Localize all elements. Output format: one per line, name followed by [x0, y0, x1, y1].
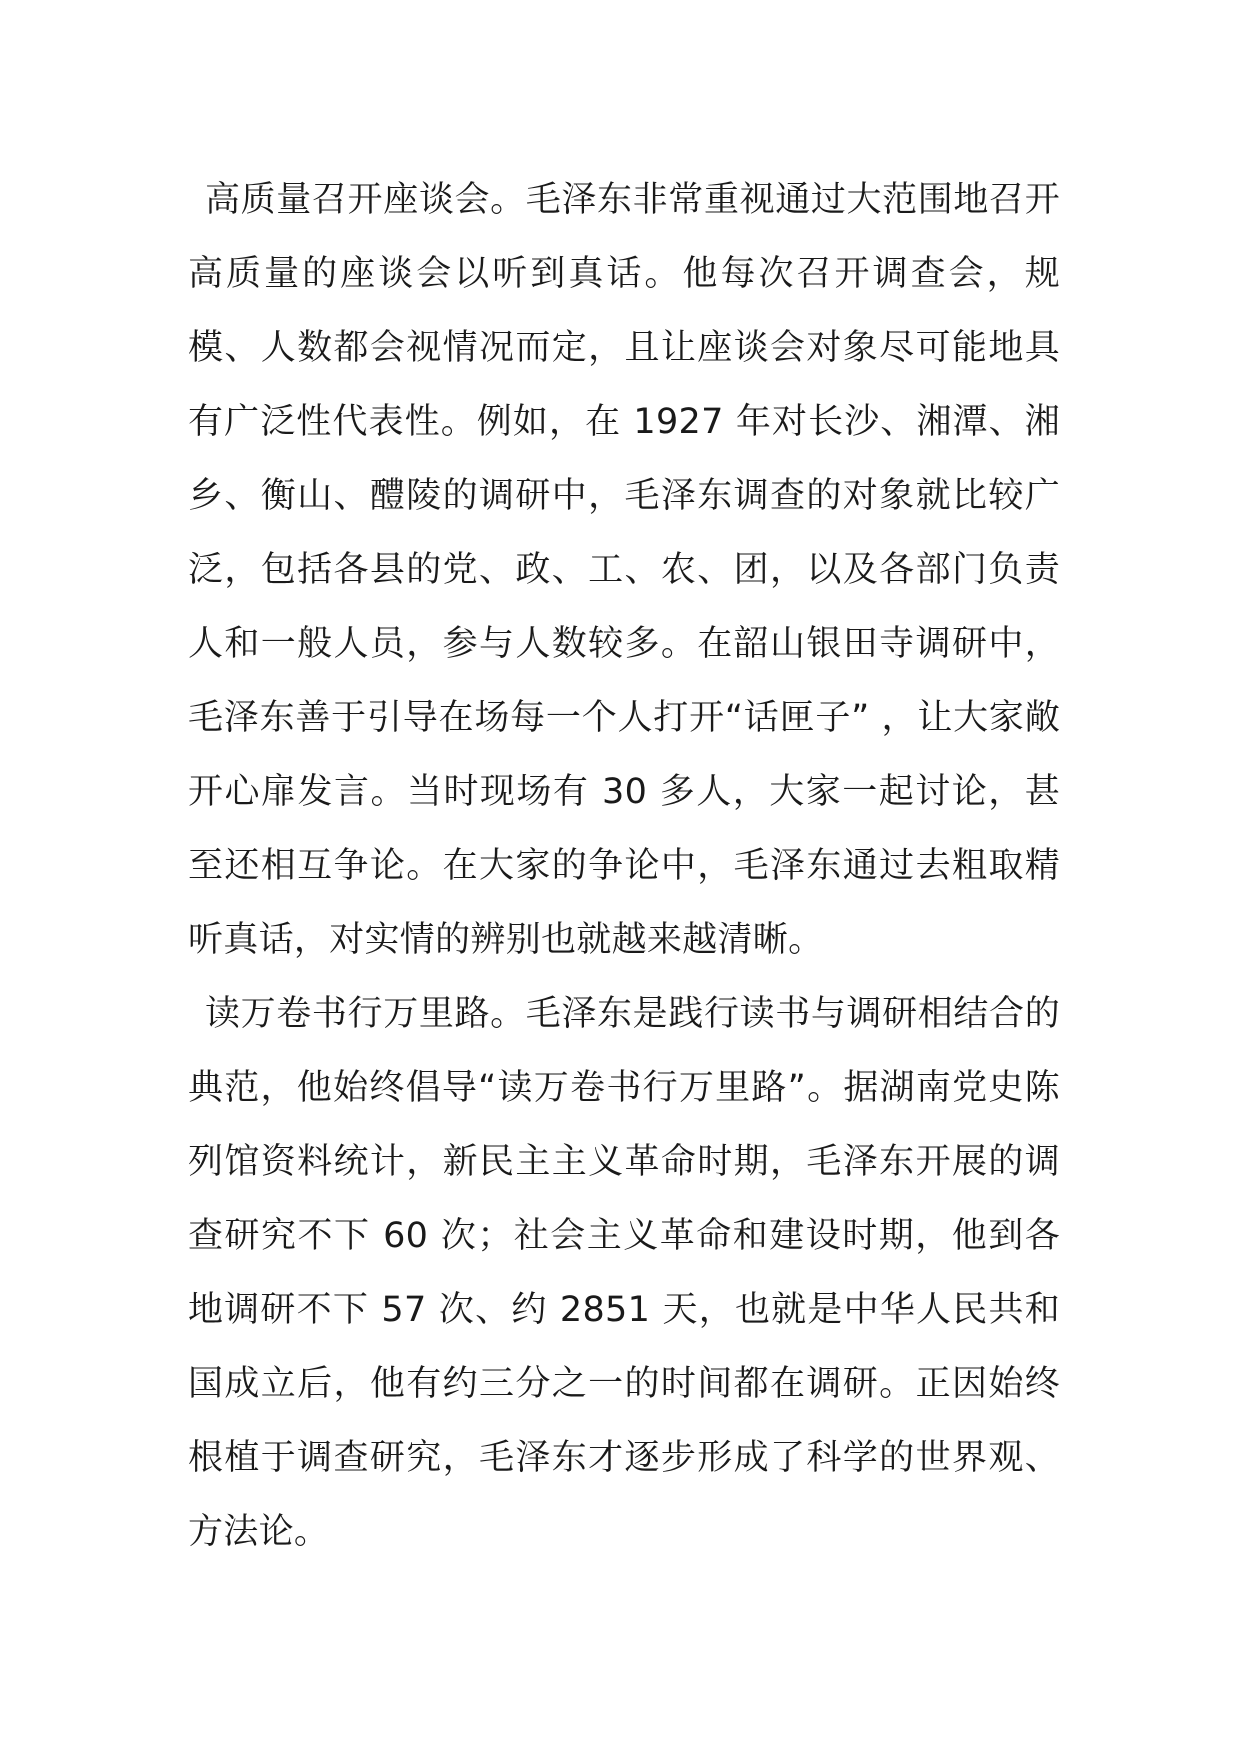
paragraph-reading-travel: 读万卷书行万里路。毛泽东是践行读书与调研相结合的典范，他始终倡导“读万卷书行万里路”。据湖南党史陈列馆资料统计，新民主主义革命时期，毛泽东开展的调查研究不下 60 次；社会主义革命和建设时期，他到各地调研不下 57 次、约 2851 天，也就是中华人民共和国成立后，他有约三分之一的时间都在调研。正因始终根植于调查研究，毛泽东才逐步形成了科学的世界观、方法论。 [188, 994, 1060, 1552]
document-body [188, 163, 1060, 1569]
paragraph-symposium: 高质量召开座谈会。毛泽东非常重视通过大范围地召开高质量的座谈会以听到真话。他每次召开调查会，规模、人数都会视情况而定，且让座谈会对象尽可能地具有广泛性代表性。例如，在 1927 年对长沙、湘潭、湘乡、衡山、醴陵的调研中，毛泽东调查的对象就比较广泛，包括各县的党、政、工、农、团，以及各部门负责人和一般人员，参与人数较多。在韶山银田寺调研中，毛泽东善于引导在场每一个人打开“话匣子” ，让大家敞开心扉发言。当时现场有 30 多人，大家一起讨论，甚至还相互争论。在大家的争论中，毛泽东通过去粗取精听真话，对实情的辨别也就越来越清晰。 [188, 180, 1060, 960]
